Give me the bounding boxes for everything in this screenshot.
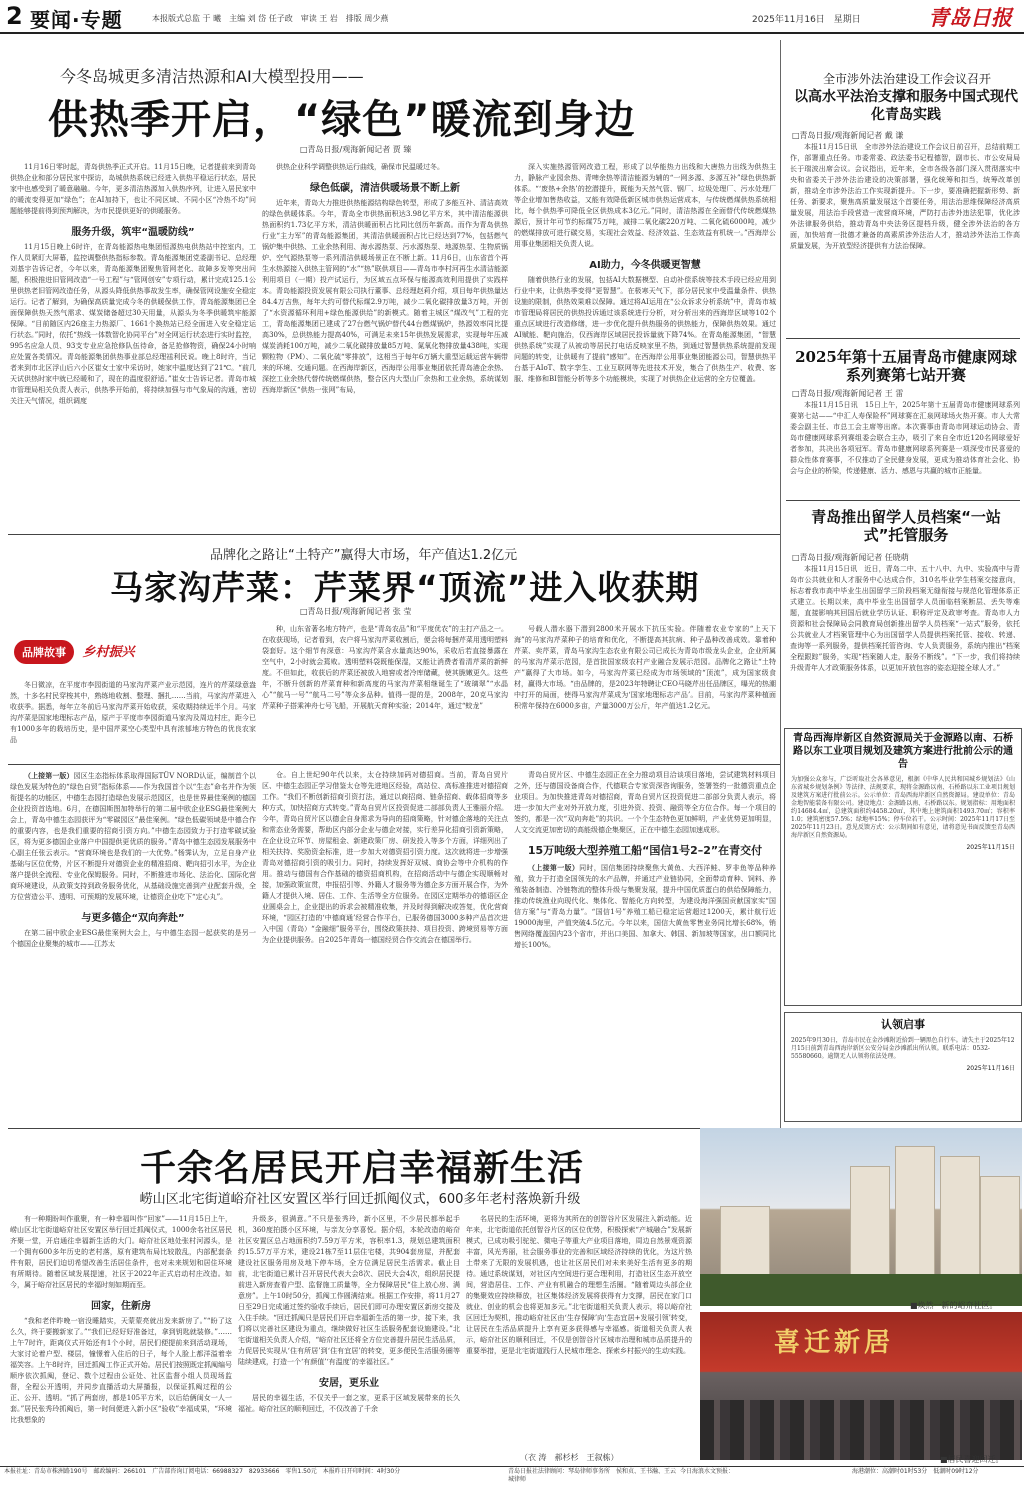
divider xyxy=(786,500,1020,501)
story2-column-2: 种，山东省著名地方特产，也是“青岛农品”和“平度优农”的主打产品之一。在收获现场，记者看到，农户将马家沟芹菜收割后，便会将每捆芹菜用透明塑料袋套好。这个细节有深意：马家沟芹菜含水量高达90%，采收后若直接暴露在空气中，2小时就会蔫败。透明塑料袋既能保湿，又能让消费者看清芹菜的新鲜度。不但如此，收获后的芹菜还被放入地窖或者冷库储藏，使其脆嫩更久。这些年，不断升创新的芹菜育种和新高度的马家沟芹菜相继诞生了“玻璃翠”“水晶心”“航马一号”“航马二号”等众多品种。值得一提的是，2008年，20克马家沟芹菜种子搭乘神舟七号飞船，开展航天育种实验；2014年，通过“蛟龙” xyxy=(262,625,508,710)
brand-story-pill: 品牌故事 xyxy=(14,640,74,664)
story2-column-1: 冬日微凉，在平度市李园街道的马家沟芹菜产业示范园，连片的芹菜绿意盎然，十多名村民穿梭其中，熟练地收割、整理、捆扎……当前，马家沟芹菜进入收获季。据悉，每年立冬前后马家沟芹菜开始收获，采收期持续近半个月。马家沟芹菜是国家地理标志产品，原产于平度市李园街道马家沟及周边村庄，距今已有1000多年的栽培历史，是中国芹菜空心类型中具有浓郁地方特色的优良农家品 xyxy=(10,681,256,744)
photo2-sign: 喜迁新居 xyxy=(774,1328,895,1358)
divider xyxy=(8,764,780,765)
editor-credits: 本报版式总监 于 曦 主编 刘 岱 任子政 审读 王 岩 排版 周少燕 xyxy=(152,14,389,23)
notice-date: 2025年11月15日 xyxy=(966,844,1015,851)
right-story2-headline: 2025年第十五届青岛市健康网球系列赛第七站开赛 xyxy=(795,348,1017,384)
found-notice-title: 认领启事 xyxy=(881,1018,925,1031)
column-divider xyxy=(780,40,781,1130)
public-notice xyxy=(784,728,1022,1006)
story1-column-2: 供热企业科学调整供热运行曲线，确保市民温暖过冬。 绿色低碳，清洁供暖场景不断上新 近年来，青岛大力推进供热能源结构绿色转型，形成了多能互补、清洁高效的绿色供暖体系。今年，青岛全市供热面积达3.98亿平方米，其中清洁能源供热面积约1.73亿平方米，清洁供暖面积占比同比创历年新高。而作为青岛供热行业“主力军”的青岛能源集团，其清洁供暖面积占比已经达到77%，包括燃气锅炉集中供热、工业余热利用、海水源热泵、污水源热泵、地源热泵、生物质锅炉、空气源热泵等一系列清洁供暖场景正在不断上新。11月6日，山东省首个再生水热源接入供热主管网的“水”“热”联供项目——青岛市李村河再生水清洁能源利用项目（一期）投产试运行，为区域五点环保与能源高效利用提供了实践样本。青岛能源投资发展有限公司执行董事、总经理赵莉介绍，项目每年供热量达84.4万吉焦，每年大约可替代标煤2.9万吨，减少二氧化碳排放量3万吨，开创了“水资源循环利用+绿色能源供给”的新模式。随着主城区“煤改气”工程的完工，青岛能源集团已建成了27台燃气锅炉替代44台燃煤锅炉，热源效率同比提高30%，总供热能力提高40%，可满足未来15年供热发展需求，实现每年压减煤炭消耗100万吨，减少二氧化碳排放量85万吨、氮氧化物排放量438吨，实现颗粒物（PM）、二氧化硫“零排放”，这相当于每年6万辆大重型运载运营车辆带来的环境、交通问题。在西海岸新区，西海岸公用事业集团依托青岛港企余热、深挖工业余热代替传统燃煤供热，整合区内大型山厂余热和工业余热，系统谋划西海岸新区“供热一张网”布局， xyxy=(262,163,508,394)
story4-column-2: 升级多，很满意。”不只是张秀玲，新小区里，不少居民都举起手机，360度拍摄小区环境，与亲友分享喜悦。据介绍，本轮改造的峪夼社区安置区总占地面积约7.59万平方米，容积率1.3，规划总建筑面积约15.57万平方米，建设21栋7至11层住宅楼，共904套房屋，并配套建设社区服务用房及地下停车场，全方位满足居民生活需求。截止目前，北宅街道已累计召开居民代表大会8次、居民大会4次，组织居民提前进入新房查看户型、监督施工质量等，全力保障居民“住上放心房、满意房”。上午10时50分，抓阄工作圆满结束。根据工作安排，将11月27日至29日完成通过签约验收手续后，居民们即可办理安置区新房交接及入住手续。“回迁抓阄只是居民们开启幸福新生活的第一步，接下来，我们将以完善社区建设为重点，继续做好社区生活服务配套设施建设。”北宅街道相关负责人介绍，“峪夼社区还将全方位完善提升居民生活品质，力促居民实现从‘住有所居’到‘住有宜居’的转变，更多便民生活服务圈等陆续建成，打造一个‘有颜值’‘有温度’的幸福社区。” 安居，更乐业 居民的幸福生活，不仅关乎一套之家，更系于区域发展带来的长久福祉。峪夼社区的顺利回迁，不仅改善了千余 xyxy=(238,1215,460,1413)
right-story3-byline: □青岛日报/观海新闻记者 任晓萌 xyxy=(792,553,909,562)
story1-column-3: 深入实施热源管网改造工程，形成了以华能热力出线和大唐热力出线为供热主力，静脉产业园余热、青啤余热等清洁能源为辅的“一网多源、多源互补”绿色供热新体系。“‘废热+余热’的挖潜提升，既能为天然气管、钢厂、垃圾处理厂、污水处理厂等企业增加售热收益，又能有效降低新区城市供热运营成本，与传统燃煤供热系统相比，每个供热季可降低全区供热成本3亿元。”同时，清洁热源在全面替代传统燃煤热源后，预计年可节约标煤75万吨，减排二氧化碳220万吨、二氧化硫6000吨，减少的燃煤排放可进行碳交易，实现社会效益、经济效益、生态效益有机统一。”西海岸公用事业集团相关负责人说。 AI助力，今冬供暖更智慧 随着供热行业的发展，包括AI大数据模型、自动补偿系统等技术手段已经应用到行业中来，让供热季变得“更智慧”。在极寒天气下，部分居民家中受温量条件、供热设施的限制，供热效果难以保障。通过将AI运用在“公众诉求分析系统”中，青岛市城市管理局将居民的供热投诉通过该系统进行分析，对分析出来的西海岸区域等102个重点区域进行改造修缮，进一步优化提升供热服务的供热能力，保障供热效果。通过AI赋能、靶向施治，仅西海岸区域居民投诉量就下降74%。在青岛能源集团，“智慧供热系统”实现了从被动等居民打电话反映家里不热，到通过智慧供热系统提前发现问题的转变，让供暖有了提前“感知”。在西海岸公用事业集团能源公司，智慧供热平台基于AIoT、数字孪生、工业互联网等先进技术开发，集合了供热生产、收费、客服、维修和BI智能分析等多个功能模块，实现了对供热企业运营的全方位覆盖。 xyxy=(514,163,776,383)
photo2-caption: ■居民喜迎回迁。 xyxy=(940,1455,1004,1464)
story1-subhead-1: 服务升级，筑牢“温暖防线” xyxy=(71,227,195,238)
story1-byline: □青岛日报/观海新闻记者 贾 臻 xyxy=(300,145,412,154)
notice-title: 青岛西海岸新区自然资源局关于金源路以南、石桥路以东工业项目规划及建筑方案进行批前公示的通告 xyxy=(793,733,1013,770)
publication-date: 2025年11月16日 星期日 xyxy=(752,15,861,25)
story1-subhead-3: AI助力，今冬供暖更智慧 xyxy=(589,260,701,271)
section-name: 要闻·专题 xyxy=(30,8,123,32)
found-notice xyxy=(784,1012,1022,1122)
page-number: 2 xyxy=(6,2,23,30)
right-story1-byline: □青岛日报/观海新闻记者 戴 谦 xyxy=(792,131,904,140)
right-story2-body: 本报11月15日讯 15日上午，2025年第十五届青岛市健康网球系列赛第七站——“中汇人寿保险杯”网球赛在汇泉网球场火热开赛。市人大常委会副主任、市总工会主席等出席。本次赛事由青岛市网球运动协会、青岛市健康网球系列赛组委会联合主办，吸引了来自全市近120名网球爱好者参加，共决出各项冠军。青岛市健康网球系列赛是一项深受市民喜爱的群众性体育赛事，不仅推动了全民健身发展，更成为推动体育社会化、协会与企业的桥梁，传递健康、活力、感恩与共赢的城市正能量。 xyxy=(790,401,1020,475)
newspaper-logo: 青岛日报 xyxy=(928,5,1012,30)
divider xyxy=(786,338,1020,339)
footer-forecast: 今日海浪水文预报： xyxy=(680,1468,735,1475)
divider xyxy=(8,534,780,535)
story3-column-2: 仓。自上世纪90年代以来，太仓持续加码对德招商。当前，青岛自贸片区、中德生态园正学习借鉴太仓等先进地区经验，高站位、高标准推进对德招商工作。“我们不断创新招商引资打法，通过以商招商、链条招商、载体招商等多种方式，加快招商方式转变。”青岛自贸片区投资促进二部部负责人王雅丽介绍。今年，青岛自贸片区以德企自身需求为导向的招商策略，针对德企落地的关注点和常态业务需要，帮助区内部分企业与德企对接，实行差异化招商引资新策略，在企业设立环节、房屋租金、新建政策厂房、研发投入等多个方面，详细列出了相关扶持、奖励资金标准，进一步加大对德资招引资力度。这次就将进一步增强青岛对德招商引资的吸引力。同时，持续发挥好双城、商协会等中介机构的作用。推动与德国有合作基础的德资招商机构，在招商活动中与德企实现顺畅对接，加强政策宣贯，申报招引等、外籍人才服务等为德企多方面开展合作，为外籍人才提供入境、居住、工作、生活等全方位服务。在园区定期举办的德语区企业圆桌会上，企业提出的诉求会被精准收集，并及时得到解决或答复，优化营商环境，“园区打造的‘中德商通’经营合作平台，已服务德国3000多种产品首次进入中国（青岛）“金融细”服务平台，围绕政策扶持、项目投资、跨境贸易等方面为企业提供服务。自2025年青岛一德国经贸合作交流会在德国举行。 xyxy=(262,771,508,944)
footer-tides: 海港潮位：高潮时01时53分 低潮时09时12分 xyxy=(852,1468,979,1475)
story1-headline: 供热季开启，“绿色”暖流到身边 xyxy=(48,97,636,143)
found-notice-date: 2025年11月16日 xyxy=(966,1065,1015,1072)
story4-subhead-1: 回家，住新房 xyxy=(91,1301,151,1312)
masthead xyxy=(0,0,1024,34)
right-story2-byline: □青岛日报/观海新闻记者 王 雷 xyxy=(792,389,904,398)
right-story1-body: 本报11月15日讯 全市涉外法治建设工作会议日前召开，总结前期工作，部署重点任务。市委常委、政法委书记程德智，副市长、市公安局局长于瑞波出席会议。会议指出，近年来，全市各级各部门深入贯彻落实中央和省委关于涉外法治建设的决策部署，强化统筹和扣当，统筹改革创新，推动全市涉外法治工作实现新提升。下一步，要准确把握新形势、新任务、新要求，聚焦高质量发展这个首要任务，用法治思维保障经济高质量发展，用法治手段营造一流营商环境，严防打击涉外违法犯罪，优化涉外法律服务供给，推动青岛中央法务区提档升级，健全涉外法治的各方面，加快培育一批德才兼备的高素质涉外法治人才，推动涉外法治工作高质量发展，为开放型经济提供有力法治保障。 xyxy=(790,143,1020,250)
story4-subhead: 崂山区北宅街道峪夼社区安置区举行回迁抓阄仪式，600多年老村落焕新升级 xyxy=(139,1192,581,1207)
right-story3-body: 本报11月15日讯 近日，青岛二中、五十八中、九中、实验高中与青岛市公共就业和人才服务中心达成合作，310名毕业学生档案交接意向，标志着我市高中毕业生出国留学三阶段档案无缝衔接与规范化管理体系正式建立。长期以来，高中毕业生出国留学人员面临档案断层、丢失等难题，直接影响其回国后就业学历认证、职称评定及政审考查。青岛市人力资源和社会保障局会同教育局创新推出留学人员档案“一站式”服务，依托公共就业人才档案管理中心为出国留学人员提供档案托管、接收、转递、查询等一系列服务，提供档案托管咨询、专人负责服务，系统内推出“档案全程跟踪”服务，实现“档案随人走，服务不断线”。“下一步，我们将持续升级青年人才政策服务体系，以更加开放包容的姿态迎接全球人才。” xyxy=(790,565,1020,672)
brand-story-badge xyxy=(14,640,224,670)
notice-body: 为加强公众参与，广泛听取社会各界意见，根据《中华人民共和国城乡规划法》《山东省城乡规划条例》等法律、法规要求，现将金源路以南、石桥路以东工业项目规划及建筑方案进行批前公示。公示单位：青岛西海岸新区自然资源局。建设单位：青岛金地智能装备有限公司。建设地点：金源路以南、石桥路以东。规划指标：用地面积约14684.4㎡，总建筑面积约4458.20㎡，其中地上建筑面积1493.70㎡；容积率1.0；建筑密度57.5%；绿地率15%；停车位若干。公示时间：2025年11月17日至2025年11月23日。意见反馈方式：公示期间如有意见，请将意见书面反馈至青岛西海岸新区自然资源局。 xyxy=(791,776,1015,839)
story4-column-3: 名居民的生活环境，更将为其所在的创智谷片区发展注入新动能。近年来，北宅街道依托创智谷片区的区位优势，积极探索“产城融合”发展新模式，已成功吸引驼驼、微电子等重大产业项目落地，周边自然景观资源丰富，风光秀丽，社会服务事业的完善和区域经济持续的优化，为这片热土带来了无限的发展机遇，也让社区居民们对未来美好生活有更多的期待。通过系统谋划，对社区内空间进行更合理利用，打造社区生态开放空间，营造居住、工作、产业有机融合的理想生活圈。“随着周边头部企业的集聚效应持续释放，社区集体经济发展将获得有力支撑，居民在家门口就业、创业的机会也将更加多元。”北宅街道相关负责人表示，将以峪夼社区回迁为契机，推动峪夼社区由‘生存保障’向‘生态宜居+发展引领’转变，让居民在生活品质提升上享有更多获得感与幸福感。街道相关负责人表示，峪夼社区的顺利回迁，不仅是创智谷片区城市治理和城市品质提升的重要举措，更是北宅街道践行人民城市理念、探索乡村振兴的生动实践。 xyxy=(466,1215,692,1355)
story3-column-3: 青岛自贸片区、中德生态园正在全力推动项目洽谈项目落地，尝试建筑材料项目之外，还与德国设备商合作，代德联合专家资深咨询服务，签署签约一批德资重点企业项目。为加快推进青岛对德招商，青岛自贸片区投资促进二部部分负责人表示，将进一步加大产业对外开放力度，引进外资、投资、融资等全方位合作。每一个项目的签约，都是一次“双向奔赴”的共识。一个个生态特色更加鲜明，产业优势更加明显，人文交流更加密切的高能级德企集聚区，正在中德生态园加速成形。 15万吨级大型养殖工船“国信1号2–2”在青交付 （上接第一版）同时，国信集团持续聚焦大黄鱼、大西洋鲑、罗非鱼等品种养殖，致力于打造全国领先的水产品牌，并通过产业链协同，全面带动育种、饲料、养殖装备制造、冷链物流的整体升级与集聚发展，提升中国优质蛋白的供给保障能力，推动传统渔业向现代化、集体化、智能化方向转型，为建设海洋强国贡献国家实“国信方案”与“青岛力量”。“国信1号”养殖工船已稳定运营超过1200天，累计航行近19000海里，产值突破4.5亿元。今年以来，国信大黄鱼零售业务同比增长68%，销售网络覆盖国内23个省市，并出口美国、加拿大、韩国、新加坡等国家，出口额同比增长100%。 xyxy=(514,771,776,949)
right-story1-headline: 以高水平法治支撑和服务中国式现代化青岛实践 xyxy=(794,89,1018,123)
community-photo xyxy=(700,1128,1022,1306)
story2-kicker: 品牌化之路让“土特产”赢得大市场，年产值达1.2亿元 xyxy=(210,548,518,563)
found-notice-body: 2025年9月30日，青岛市民在金沙滩附近拾到一辆黑色自行车。请失主于2025年12月15日前到青岛西海岸新区公安分局金沙滩派出所认领。联系电话：0532-55580660。逾期无人认领将依法处理。 xyxy=(791,1037,1015,1060)
story1-column-1: 11月16日零时起，青岛供热季正式开启。11月15日晚，记者提前来到青岛供热企业和部分居民家中探访，岛城供热系统已经进入供热平稳运行状态，居民家中也感受到了暖意融融。今年，更多清洁热源加入供热序列，让进入居民家中的暖流变得更加“绿色”；在AI加持下，也让不同区域、不同小区“冷热不均”问题能够提前得到预判解决，为市民提供更好的供暖服务。 服务升级，筑牢“温暖防线” 11月15日晚上6时许，在青岛能源热电集团恒源热电供热站中控室内，工作人员紧盯大屏幕，监控调整供热指标参数。青岛能源集团党委副书记、总经理刘基宇告诉记者，今年以来，青岛能源集团聚焦管网老化、故障多发等突出问题，积极推进旧管网改造“一号工程”与“管网创安”专项行动，累计完成125.1公里供热老旧管网改造任务，从源头降低供热事故发生率，确保管网设施安全稳定运行。记者了解到，为确保高质量完成今冬的供暖保供工作，青岛能源集团已全面保障供热天然气需求、煤炭储备超过30天用量，从源头为冬季供暖筑牢能源保障。“目前随区内26座主力热源厂、1661个换热站已经全面进入安全稳定运行状态。”同时，依托“热线一体数智化协同平台”对全网运行状态进行实时监控，995名应急人员、93支专业应急抢修队伍待命，备足抢修物资，确保24小时响应处置各类情况。青岛能源集团供热事业部总经理禚利民说。晚上8时许，当记者来到市北区浮山后六小区崔女士家中采访时，她家中温度达到了21℃。“前几天试供热时家中就已经暖和了，现在的温度很舒适。”崔女士告诉记者。青岛市城市管理局相关负责人表示，供热季开始前，将持续加强与市气象局的沟通，密切关注天气情况，组织调度 xyxy=(10,163,256,405)
story2-headline: 马家沟芹菜：芹菜界“顶流”进入收获期 xyxy=(110,568,700,607)
story1-subhead-2: 绿色低碳，清洁供暖场景不断上新 xyxy=(310,183,460,194)
photo1-caption: ■焕然一新的峪夼社区。 xyxy=(910,1301,998,1310)
story4-headline: 千余名居民开启幸福新生活 xyxy=(140,1148,585,1189)
rural-revitalization-tag: 乡村振兴 xyxy=(82,645,135,660)
page-footer xyxy=(0,1466,1024,1485)
story4-credit: （衣 涛 郝杉杉 王叙栋） xyxy=(520,1453,619,1462)
footer-publisher: 本报社址：青岛市株洲路190号 邮政编码：266101 广告部咨询订阅电话：66988327 82933666 零售1.50元 本报昨日开印时间：4时30分 xyxy=(4,1468,401,1475)
story2-byline: □青岛日报/观海新闻记者 张 莹 xyxy=(300,607,412,616)
story3-column-1: （上接第一版）园区生态指标体系取得国际TÜV NORD认证，编制首个以绿色发展为特色的“绿色自贸”指标体系——作为我国首个以“生态”命名并作为领衔提名的功能区，中德生态园打造绿色发展示范园区，也是世界最佳案例的德国企业投资首选地。6月，在德国斯图加特举行的第二届中欧企业ESG最佳案例大会上，青岛中德生态园获评为“零碳园区”最佳案例。“绿色低碳领域是中德合作的重要内容，也是我们重要的招商引资方向。”中德生态园致力于打造零碳试验区，将为更多德国企业落户中国提供更优质的服务。”青岛中德生态园发展服务中心副主任张云表示。“营商环境也是我们的一大优势。”杨霁认为，立足自身产业基础与区位优势，片区不断提升对德资企业的精准招商、靶向招引水平，为企业落户提供全流程、专业化保姆服务。同时，不断推进市场化、法治化、国际化营商环境建设，从政策支持到政务服务优化，从基础设施完善到产业配套升级，全方位营造公平、透明、可预期的发展环境，让德资企业吃下“定心丸”。 与更多德企“双向奔赴” 在第二届中欧企业ESG最佳案例大会上，与中德生态园一起获奖的是另一个德国企业聚集的城市——江苏太 xyxy=(10,771,256,948)
story3-subhead-1: 与更多德企“双向奔赴” xyxy=(81,913,185,924)
right-story3-headline: 青岛推出留学人员档案“一站式”托管服务 xyxy=(811,508,1001,544)
story3-subhead-2: 15万吨级大型养殖工船“国信1号2–2”在青交付 xyxy=(527,844,763,857)
story1-kicker: 今冬岛城更多清洁热源和AI大模型投用—— xyxy=(60,67,364,86)
story2-column-3: 号载人潜水器下潜到2800米开展水下抗压实验。伴随着农业专家的“上天下海”的马家沟芹菜种子的培育和优化，不断提高其抗病、种子晶种改善成效。靠着种芹菜、卖芹菜，青岛马家沟生态农业有限公司已成长为青岛市级龙头企业，企业所属的马家沟芹菜示范园，是首批国家级农村产业融合发展示范园。品牌化之路让“土特产”赢得了大市场。如今，马家沟芹菜已经成为市场领域的“顶流”，成为国家级食材，赢得大市场。“由品牌的，是2023年特聘让CEO马晓芹出任品牌区，曝光的热潮中打开的局面，使得马家沟芹菜成为‘国家地理标志产品’。目前，马家沟芹菜种植面积常年保持在6000多亩，产量3000万公斤，年产值达1.2亿元。 xyxy=(514,625,776,710)
residents-photo xyxy=(700,1312,1022,1460)
right-story1-kicker: 全市涉外法治建设工作会议召开 xyxy=(822,72,991,86)
story4-subhead-2: 安居，更乐业 xyxy=(319,1378,379,1389)
footer-legal: 青岛日报社法律顾问：琴岛律师事务所 侯和贞、王书瀚、王云城律师 xyxy=(508,1468,677,1483)
story4-column-1: 有一种期盼叫作重聚，有一种幸福叫作“回家”——11月15日上午，崂山区北宅街道峪夼社区安置区举行回迁抓阄仪式，1000余名社区居民齐聚一堂，开启通往幸福新生活的大门。峪夼社区地处张村河源头，是一个拥有600多年历史的老村落，原有建筑布局比较散乱，内部配套条件有限，居民们迫切希望改善生活居住条件，也对未来规划和居住环境有所期待。随着区域发展提速，社区于2022年正式启动村庄改造。如今，属于峪夼社区居民的幸福时刻如期而至。 回家，住新房 “我和老伴昨晚一宿没睡踏实，天蒙蒙亮就出发来新房了。”“盼了这么久，终于要搬新家了。”“我们已经好好准备过，拿到钥匙就装修。”……上午7时许，距离仪式开始还有1个小时，居民们便提前来到活动现场，大家讨论着户型、楼层，憧憬着入住后的日子，每个人脸上都洋溢着幸福笑容。上午8时许，回迁抓阄工作正式开始。居民们按照既定抓阄编号顺序依次抓阄，登记、数个过程由公证处、社区监督小组人员现场监督，全程公开透明，并同步直播活动大屏播报，以保证抓阄过程的公正、公开、透明。“抓了两套房，都是105平方米，以后给俩闺女一人一套。”居民张秀玲抓阄后，第一时间便进入新小区“验收”幸福成果，“环境比我想象的 xyxy=(10,1215,232,1424)
